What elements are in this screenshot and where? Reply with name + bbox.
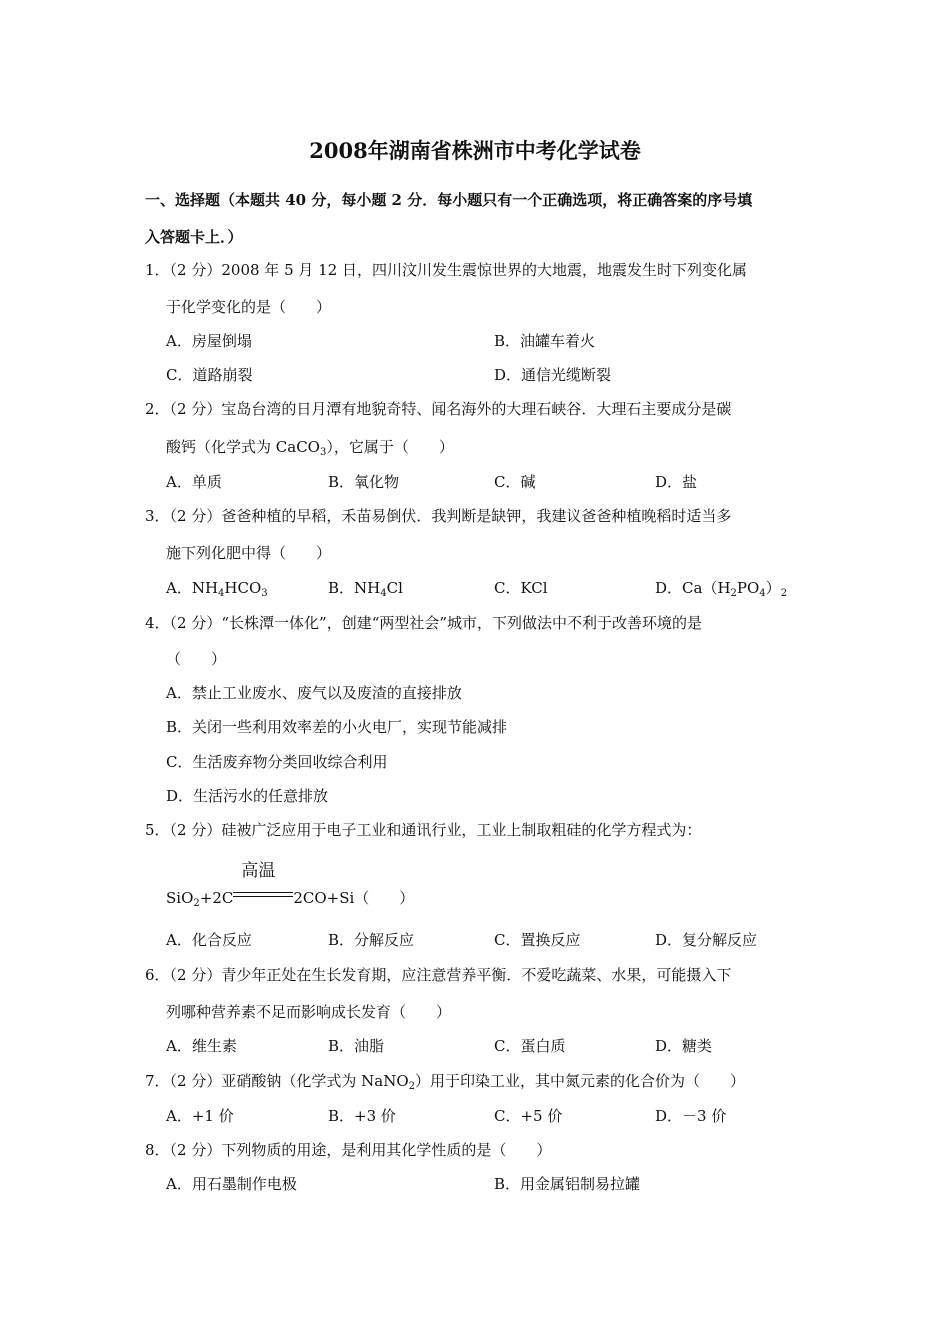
- question-5-option-b: B．分解反应: [328, 931, 415, 949]
- question-4-option-a: A．禁止工业废水、废气以及废渣的直接排放: [166, 684, 462, 702]
- question-5-option-c: C．置换反应: [494, 931, 581, 949]
- section-heading-line2: 入答题卡上．）: [145, 228, 243, 246]
- question-5-stem-line1: 5．（2 分）硅被广泛应用于电子工业和通讯行业，工业上制取粗硅的化学方程式为：: [145, 821, 702, 839]
- question-1-option-b: B．油罐车着火: [494, 332, 596, 350]
- question-7-option-b: B．+3 价: [328, 1107, 396, 1125]
- question-8-option-a: A．用石墨制作电极: [166, 1175, 297, 1193]
- question-2-option-c: C．碱: [494, 473, 536, 491]
- question-5-option-d: D．复分解反应: [655, 931, 758, 949]
- question-3-option-b: B．$NH_4Cl$: [328, 579, 403, 599]
- question-1-stem-line1: 1．（2 分）2008 年 5 月 12 日，四川汶川发生震惊世界的大地震，地震发生时下列变化属: [145, 261, 748, 279]
- question-4-option-d: D．生活污水的任意排放: [166, 787, 329, 805]
- question-4-stem-line1: 4．（2 分）“长株潭一体化”，创建“两型社会”城市，下列做法中不利于改善环境的是: [145, 614, 703, 632]
- question-7-stem-line1: 7．（2 分）亚硝酸钠（化学式为 NaNO$_2$）用于印染工业，其中氮元素的化合价为（ ）: [145, 1072, 746, 1092]
- question-3-option-a: A．$NH_4HCO_3$: [166, 579, 268, 599]
- reaction-condition-arrow: [233, 861, 293, 903]
- question-7-option-d: D．－3 价: [655, 1107, 727, 1125]
- question-5-option-a: A．化合反应: [166, 931, 252, 949]
- question-1-option-c: C．道路崩裂: [166, 366, 253, 384]
- question-1-option-a: A．房屋倒塌: [166, 332, 252, 350]
- question-4-stem-line2: （ ）: [166, 650, 227, 668]
- reaction-condition: 高温: [241, 861, 276, 881]
- question-4-option-c: C．生活废弃物分类回收综合利用: [166, 753, 388, 771]
- question-6-option-c: C．蛋白质: [494, 1037, 566, 1055]
- question-8-option-b: B．用金属铝制易拉罐: [494, 1175, 641, 1193]
- question-6-option-a: A．维生素: [166, 1037, 237, 1055]
- question-1-option-d: D．通信光缆断裂: [494, 366, 612, 384]
- question-6-option-d: D．糖类: [655, 1037, 713, 1055]
- question-2-option-d: D．盐: [655, 473, 698, 491]
- question-1-stem-line2: 于化学变化的是（ ）: [166, 298, 332, 316]
- question-2-stem-line2: 酸钙（化学式为 CaCO$_3$），它属于（ ）: [166, 438, 454, 458]
- question-5-equation: SiO$_2$+2C 高温 2CO+Si（ ）: [166, 861, 415, 909]
- question-3-stem-line1: 3．（2 分）爸爸种植的早稻，禾苗易倒伏．我判断是缺钾，我建议爸爸种植晚稻时适当多: [145, 507, 732, 525]
- question-3-stem-line2: 施下列化肥中得（ ）: [166, 544, 332, 562]
- question-7-option-a: A．+1 价: [166, 1107, 234, 1125]
- question-6-stem-line1: 6．（2 分）青少年正处在生长发育期，应注意营养平衡．不爱吃蔬菜、水果，可能摄入下: [145, 966, 732, 984]
- section-heading-line1: 一、选择题（本题共 40 分，每小题 2 分．每小题只有一个正确选项，将正确答案的序号填: [145, 191, 753, 209]
- question-3-option-c: C．KCl: [494, 579, 548, 597]
- question-7-option-c: C．+5 价: [494, 1107, 563, 1125]
- question-2-option-a: A．单质: [166, 473, 222, 491]
- question-8-stem-line1: 8．（2 分）下列物质的用途，是利用其化学性质的是（ ）: [145, 1141, 552, 1159]
- question-6-option-b: B．油脂: [328, 1037, 385, 1055]
- document-title: 2008年湖南省株洲市中考化学试卷: [309, 138, 641, 163]
- question-2-option-b: B．氧化物: [328, 473, 400, 491]
- question-2-stem-line1: 2．（2 分）宝岛台湾的日月潭有地貌奇特、闻名海外的大理石峡谷．大理石主要成分是碳: [145, 400, 732, 418]
- question-6-stem-line2: 列哪种营养素不足而影响成长发育（ ）: [166, 1003, 452, 1021]
- question-3-option-d: D．$Ca(H_2PO_4)_2$: [655, 579, 788, 599]
- question-4-option-b: B．关闭一些利用效率差的小火电厂，实现节能减排: [166, 718, 508, 736]
